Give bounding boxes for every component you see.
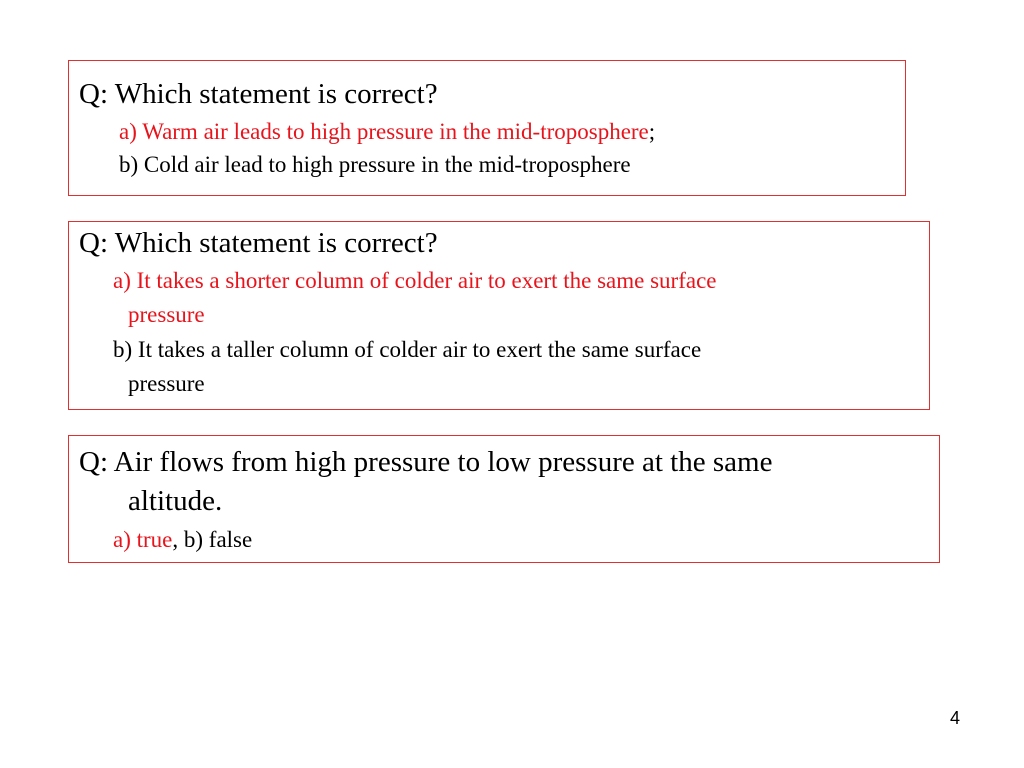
question-box-1 — [68, 60, 906, 196]
question-1-option-a-text: a) Warm air leads to high pressure in the mid-troposphere — [119, 119, 649, 144]
question-3-option-a: a) true — [113, 527, 173, 552]
question-box-2 — [68, 221, 930, 410]
question-1-text: Q: Which statement is correct? — [79, 78, 438, 110]
question-1-option-a-suffix: ; — [648, 119, 656, 144]
question-3-option-b: b) false — [178, 527, 253, 552]
question-3-text-line2: altitude. — [128, 485, 223, 517]
question-3-separator: , — [172, 527, 179, 552]
question-3-text-line1: Q: Air flows from high pressure to low pressure at the same — [79, 446, 773, 478]
question-2-option-a-line1: a) It takes a shorter column of colder air to exert the same surface — [113, 268, 717, 293]
question-2-option-b-line2: pressure — [128, 371, 205, 396]
question-box-3 — [68, 435, 940, 563]
question-2-text: Q: Which statement is correct? — [79, 227, 438, 259]
question-2-option-a-line2: pressure — [128, 302, 205, 327]
question-1-option-a — [119, 120, 655, 143]
question-1-option-b: b) Cold air lead to high pressure in the mid-troposphere — [119, 152, 631, 177]
page-number: 4 — [950, 708, 961, 728]
question-2-option-b-line1: b) It takes a taller column of colder air to exert the same surface — [113, 337, 702, 362]
question-3-options — [113, 528, 252, 551]
